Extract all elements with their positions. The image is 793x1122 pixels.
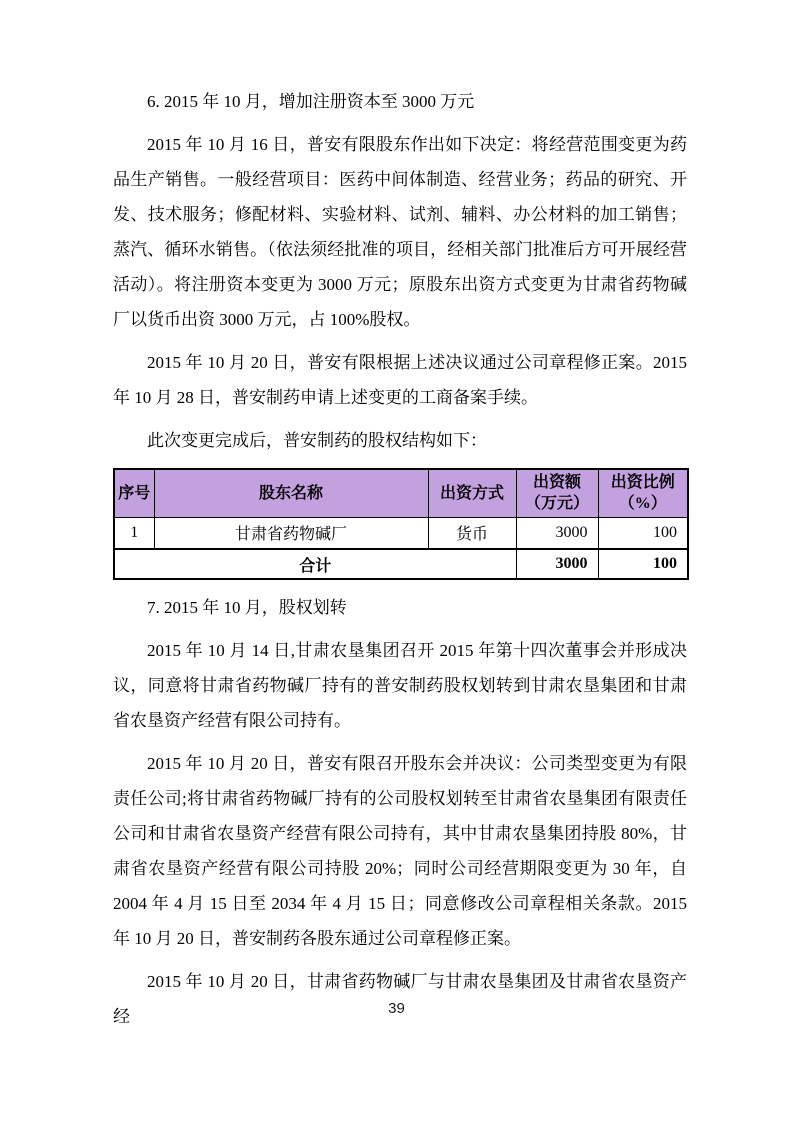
page-content bbox=[113, 84, 687, 1042]
total-label: 合计 bbox=[114, 549, 516, 579]
table-header-row bbox=[114, 469, 688, 517]
header-ratio-line1: 出资比例 bbox=[610, 474, 675, 492]
header-ratio bbox=[598, 469, 688, 517]
section-7-heading: 7. 2015 年 10 月，股权划转 bbox=[147, 598, 347, 617]
section-7-paragraph-1: 2015 年 10 月 14 日,甘肃农垦集团召开 2015 年第十四次董事会并形成决议，同意将甘肃省药物碱厂持有的普安制药股权划转到甘肃农垦集团和甘肃省农垦资产经营有限公司持有。 bbox=[113, 641, 687, 730]
header-amount bbox=[516, 469, 598, 517]
header-ratio-line2: （%） bbox=[618, 495, 667, 513]
page-number: 39 bbox=[388, 1000, 405, 1017]
section-7-paragraph-3: 2015 年 10 月 20 日，甘肃省药物碱厂与甘肃农垦集团及甘肃省农垦资产经 bbox=[113, 972, 687, 1026]
cell-index: 1 bbox=[114, 517, 154, 549]
header-amount-line2: （万元） bbox=[524, 495, 589, 513]
section-6-paragraph-1: 2015 年 10 月 16 日，普安有限股东作出如下决定：将经营范围变更为药品生产销售。一般经营项目：医药中间体制造、经营业务；药品的研究、开发、技术服务；修配材料、实验材料、试剂、辅料、办公材料的加工销售；蒸汽、循环水销售。（依法须经批准的项目，经相关部门批准后方可开展经营活动）。将注册资本变更为 3000 万元；原股东出资方式变更为甘肃省药物碱厂以货币出资 3000 万元，占 100%股权。 bbox=[113, 135, 687, 329]
header-index bbox=[114, 469, 154, 517]
section-7-paragraph-2: 2015 年 10 月 20 日，普安有限召开股东会并决议：公司类型变更为有限责任公司;将甘肃省药物碱厂持有的公司股权划转至甘肃省农垦集团有限责任公司和甘肃省农垦资产经营有限公司持有，其中甘肃农垦集团持股 80%，甘肃省农垦资产经营有限公司持股 20%；同时公司经营期限变更为 30 年，自 2004 年 4 月 15 日至 2034 年 4 月 15 日；同意修改公司章程相关条款。2015 年 10 月 20 日，普安制药各股东通过公司章程修正案。 bbox=[113, 754, 687, 948]
section-6-paragraph-2: 2015 年 10 月 20 日，普安有限根据上述决议通过公司章程修正案。2015 年 10 月 28 日，普安制药申请上述变更的工商备案手续。 bbox=[113, 353, 687, 407]
header-method bbox=[428, 469, 516, 517]
header-shareholder-label: 股东名称 bbox=[258, 484, 323, 502]
cell-method: 货币 bbox=[428, 517, 516, 549]
section-6-paragraph-3: 此次变更完成后，普安制药的股权结构如下： bbox=[147, 431, 487, 450]
table-total-row bbox=[114, 549, 688, 579]
header-amount-line1: 出资额 bbox=[532, 474, 581, 492]
cell-amount: 3000 bbox=[516, 517, 598, 549]
header-index-label: 序号 bbox=[118, 484, 151, 502]
cell-shareholder: 甘肃省药物碱厂 bbox=[154, 517, 428, 549]
cell-ratio: 100 bbox=[598, 517, 688, 549]
total-ratio: 100 bbox=[598, 549, 688, 579]
section-6-heading: 6. 2015 年 10 月，增加注册资本至 3000 万元 bbox=[147, 92, 475, 111]
header-shareholder bbox=[154, 469, 428, 517]
total-amount: 3000 bbox=[516, 549, 598, 579]
table-row bbox=[114, 517, 688, 549]
equity-structure-table bbox=[113, 468, 689, 580]
header-method-label: 出资方式 bbox=[439, 484, 504, 502]
